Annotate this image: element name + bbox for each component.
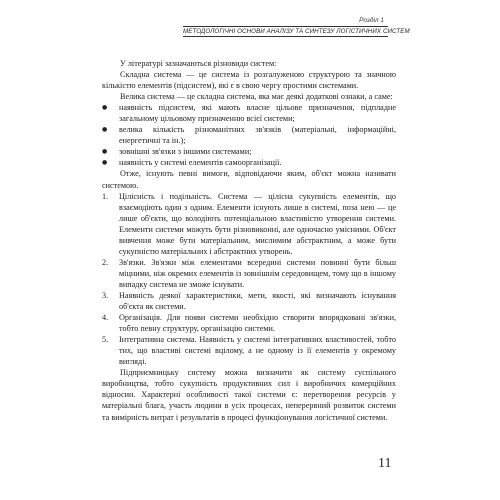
requirements-list bbox=[102, 191, 396, 368]
header-rule-bottom bbox=[183, 36, 388, 37]
list-item: 1. Цілісність і подільність. Система — цілісна сукупність елементів, що взаємодіють один з одним. Елементи існують лише в системі, поза нею — це лише об'єкти, що володіють потенціальною властивістю утворення системи. Елементи системи можуть бути різновиконні, але одночасно умісними. Об'єкт вивчення може бути матеріальним, мислимим абстрактним, а може бути сукупністю матеріальних і абстрактних утворень. bbox=[102, 191, 396, 256]
page-number: 11 bbox=[378, 456, 392, 471]
paragraph-large-system: Велика система — це складна система, яка має деякі додаткові ознаки, а саме: bbox=[120, 92, 393, 102]
list-item: ● наявність у системі елементів самоорганізації. bbox=[102, 158, 282, 168]
list-item: 5. Інтегративна система. Наявність у системі інтегративних властивостей, тобто тих, що властиві системі вцілому, а не одному із її елементів у окремому вигляді. bbox=[102, 335, 396, 367]
bullet-icon: ● bbox=[102, 104, 108, 112]
list-item: 3. Наявність деякої характеристики, мети, якості, які визначають існування об'єкта як системи. bbox=[102, 290, 396, 312]
feature-list bbox=[102, 102, 396, 168]
bullet-icon: ● bbox=[102, 148, 108, 156]
paragraph-complex-system: Складна система — це система із розгалуженою структурою та значною кількістю елементів (підсистем), які є в свою чергу простими системами. bbox=[102, 70, 396, 91]
list-item: ● зовнішні зв'язки з іншими системами; bbox=[102, 147, 252, 157]
running-head bbox=[183, 17, 410, 37]
paragraph-intro: У літературі зазначаються різновиди систем: bbox=[120, 59, 277, 68]
list-item: ● велика кількість різноманітних зв'язків (матеріальні, інформаційні, енергетичні та ін.); bbox=[102, 125, 396, 146]
list-item: 4. Організація. Для появи системи необхідно створити впорядковані зв'язки, тобто певну структуру, організацію системи. bbox=[102, 313, 396, 334]
list-item: ● наявність підсистем, які мають власне цільове призначення, підпладне загальному цільовому призначенню всієї системи; bbox=[102, 103, 396, 124]
paragraph-enterprise-system: Підприємницьку систему можна визначити як систему суспільного виробництва, тобто сукупність продуктивних сил і виробничих комерційних відносин. Характерні особливості такої системи є: перетворення ресурсів у матеріальні блага, участь людини в усіх процесах, неперервний розвиток системи та вимірність витрат і результатів в процесі функціонування логістичної системи. bbox=[102, 368, 396, 422]
bullet-icon: ● bbox=[102, 159, 108, 167]
paragraph-requirements: Отже, існують певні вимоги, відповідаючи яким, об'єкт можна називати системою. bbox=[102, 169, 396, 190]
chapter-title: МЕТОДОЛОГІЧНІ ОСНОВИ АНАЛІЗУ ТА СИНТЕЗУ ЛОГІСТИЧНИХ СИСТЕМ bbox=[183, 28, 410, 35]
bullet-icon: ● bbox=[102, 126, 108, 134]
list-item: 2. Зв'язки. Зв'язки між елементами всередині системи повинні бути більш міцними, ніж окремих елементів із зовнішнім середовищем, тому що в іншому випадку система не зможе існувати. bbox=[102, 257, 396, 289]
page-body bbox=[102, 58, 396, 423]
section-label: Розділ 1 bbox=[359, 17, 384, 24]
